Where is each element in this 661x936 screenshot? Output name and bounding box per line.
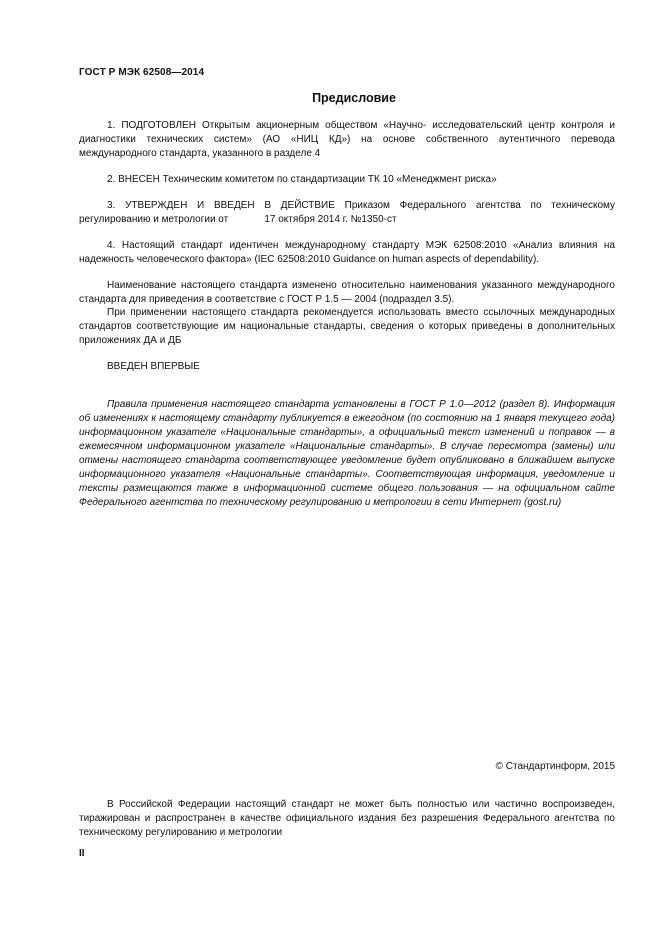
rules-application-note: Правила применения настоящего стандарта установлены в ГОСТ Р 1.0—2012 (раздел 8). Информация об изменениях к настоящему стандарту публикуется в ежегодном (по состоянию на 1 января текущего года) информационном указателе «Национальные стандарты», а официальный текст изменений и поправок — в ежемесячном информационном указателе «Национальные стандарты». В случае пересмотра (замены) или отмены настоящего стандарта соответствующее уведомление будет опубликовано в ближайшем выпуске информационного указателя «Национальные стандарты». Соответствующая информация, уведомление и тексты размещаются также в информационной системе общего пользования — на официальном сайте Федерального агентства по техническому регулированию и метрологии в сети Интернет (gost.ru) (79, 399, 615, 508)
foreword-item-2: 2. ВНЕСЕН Техническим комитетом по стандартизации ТК 10 «Менеджмент риска» (107, 174, 497, 185)
foreword-item-1: 1. ПОДГОТОВЛЕН Открытым акционерным обществом «Научно- исследовательский центр контроля и диагностики технических систем» (АО «НИЦ КД») на основе собственного аутентичного перевода международного стандарта, указанного в разделе 4 (79, 120, 615, 159)
copyright-notice: © Стандартинформ, 2015 (495, 761, 615, 772)
page-number: II (79, 848, 85, 859)
page-title: Предисловие (312, 91, 396, 105)
standard-header: ГОСТ Р МЭК 62508—2014 (79, 67, 205, 78)
introduced-first-note: ВВЕДЕН ВПЕРВЫЕ (107, 361, 200, 372)
foreword-item-4: 4. Настоящий стандарт идентичен международному стандарту МЭК 62508:2010 «Анализ влияния на надежность человеческого фактора» (IEC 62508:2010 Guidance on human aspects of dependability). (79, 240, 615, 265)
foreword-item-3: 3. УТВЕРЖДЕН И ВВЕДЕН В ДЕЙСТВИЕ Приказом Федерального агентства по техническому регулированию и метрологии от 17 октября 2014 г. №1350-ст (79, 200, 618, 225)
reproduction-notice: В Российской Федерации настоящий стандарт не может быть полностью или частично воспроизведен, тиражирован и распространен в качестве официального издания без разрешения Федерального агентства по техническому регулированию и метрологии (79, 799, 615, 838)
foreword-item-4-references-note: При применении настоящего стандарта рекомендуется использовать вместо ссылочных международных стандартов соответствующие им национальные стандарты, сведения о которых приведены в дополнительных приложениях ДА и ДБ (79, 307, 615, 346)
foreword-item-4-name-note: Наименование настоящего стандарта изменено относительно наименования указанного международного стандарта для приведения в соответствие с ГОСТ Р 1.5 — 2004 (подраздел 3.5). (79, 280, 615, 305)
